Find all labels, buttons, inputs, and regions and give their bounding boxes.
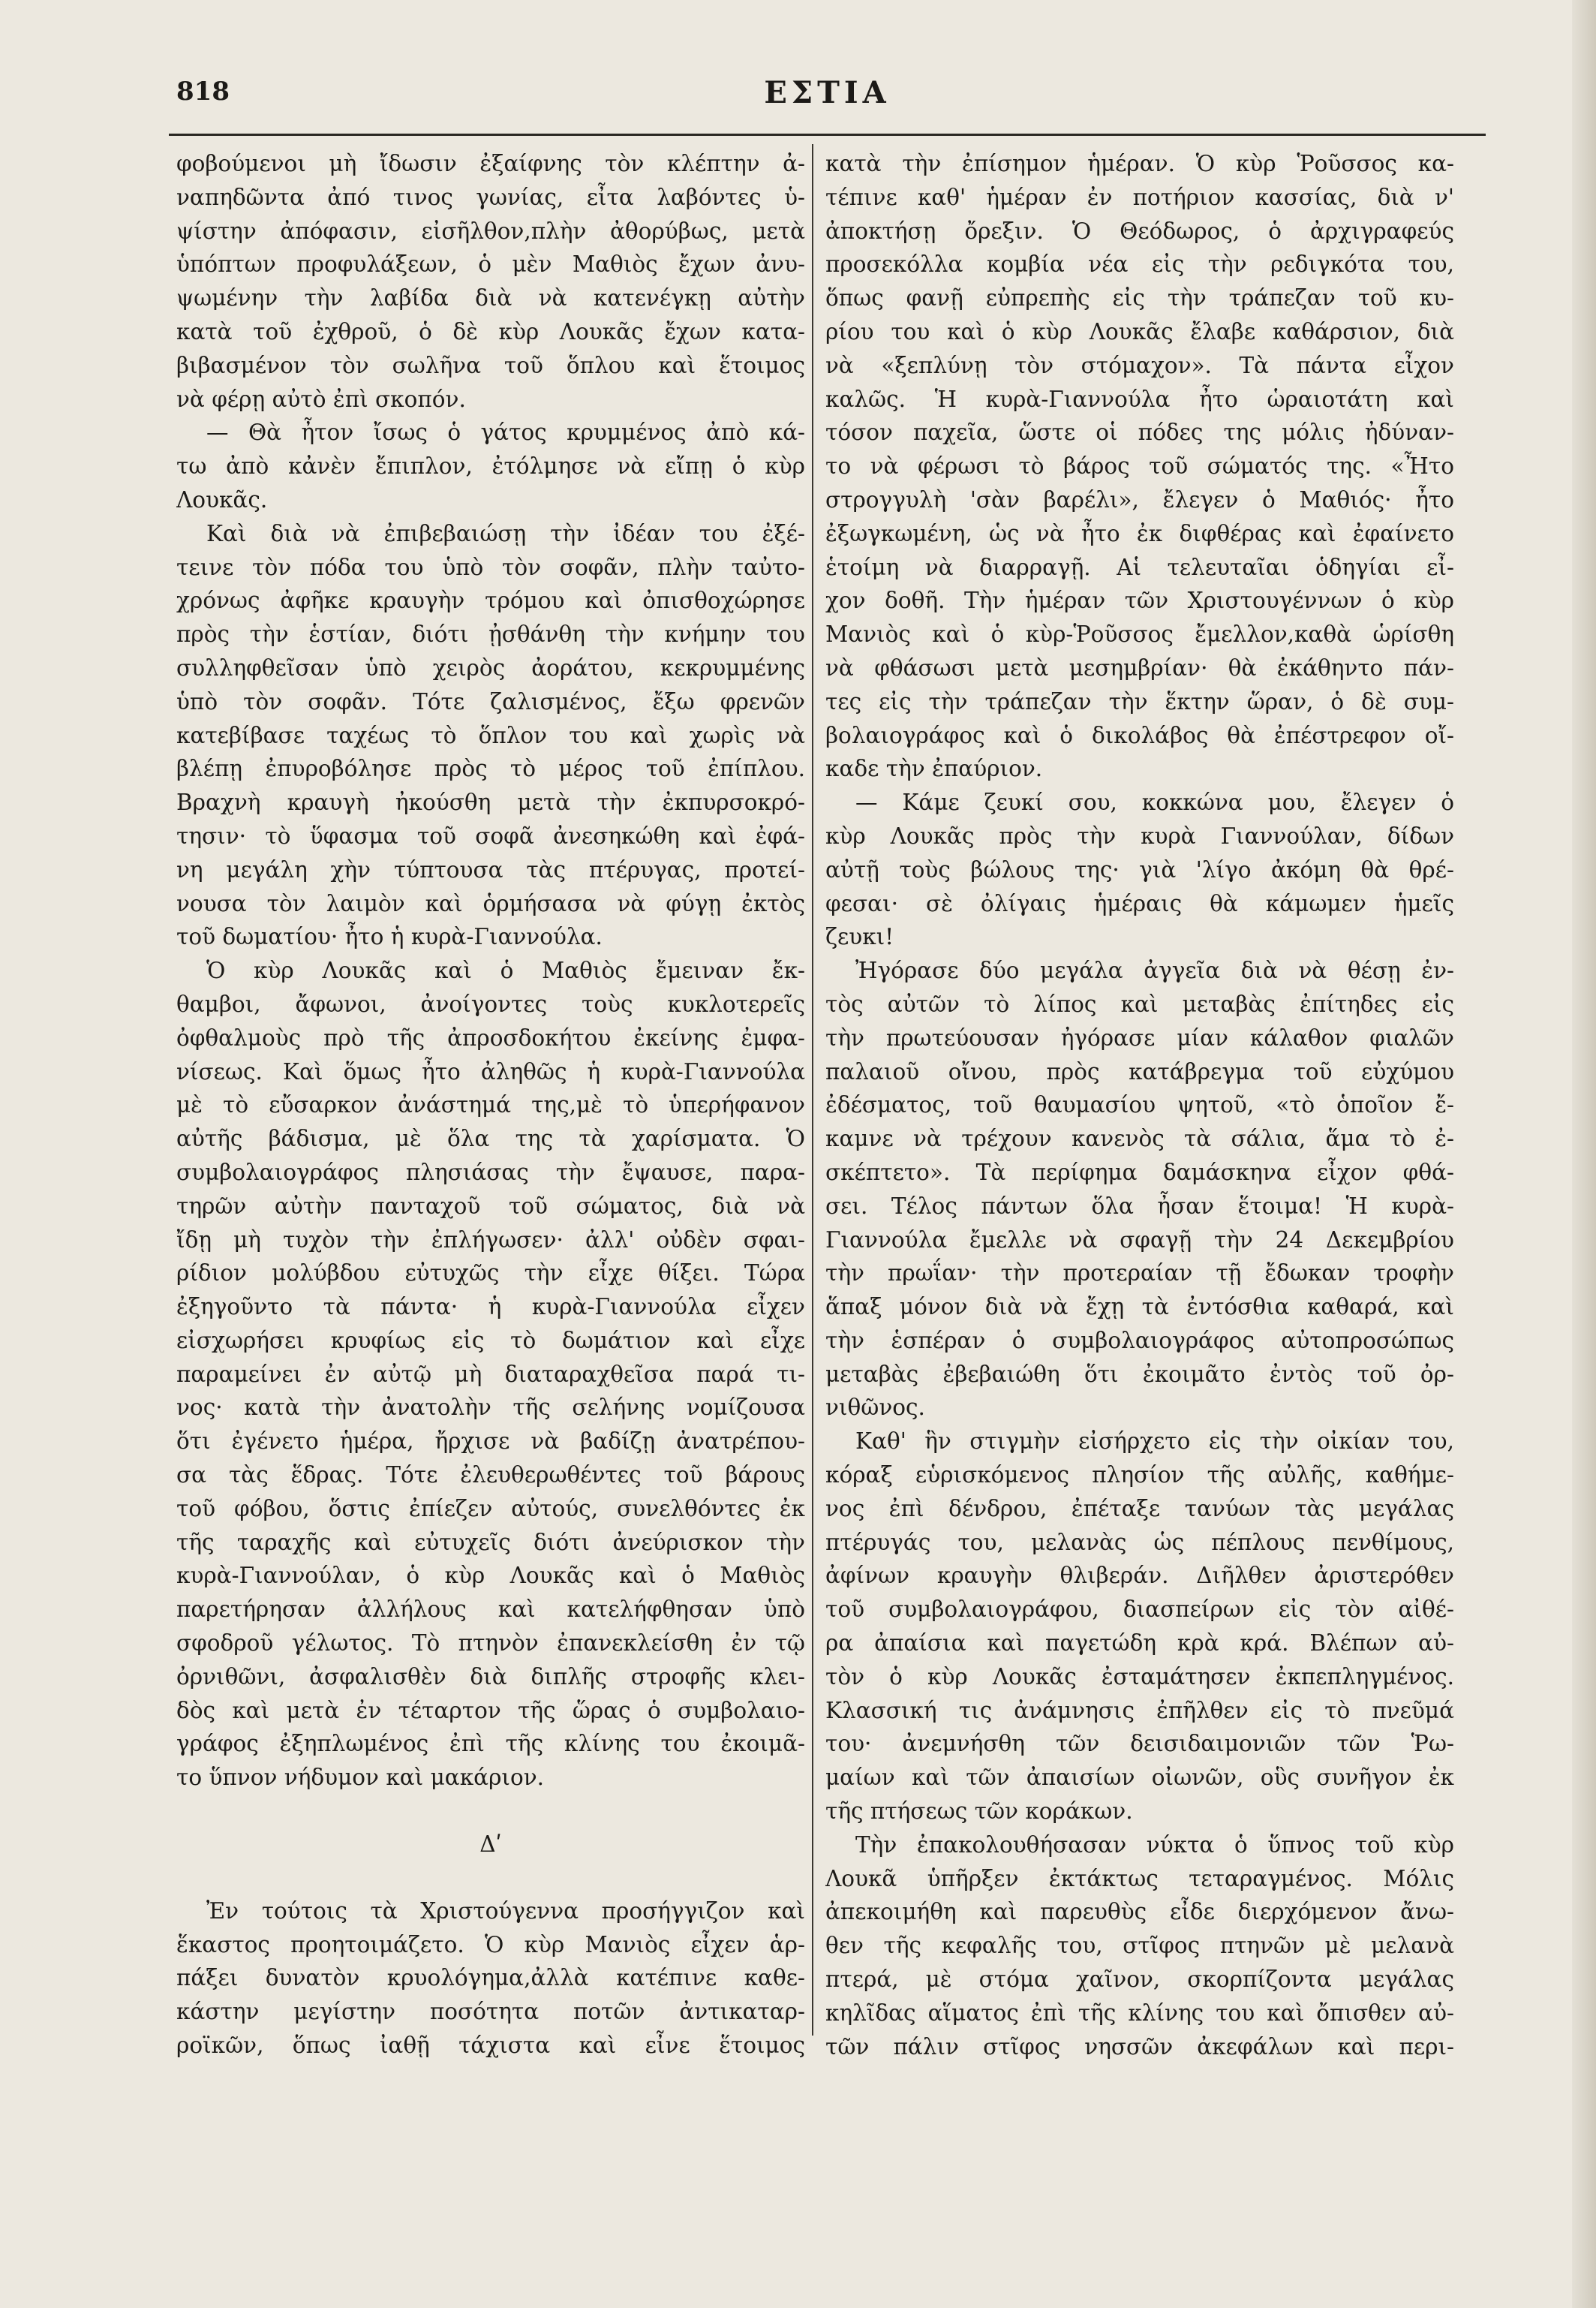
text-line: Κλασσική τις ἀνάμνησις ἐπῆλθεν εἰς τὸ πνεῦμά <box>825 1697 1454 1723</box>
text-line: Ὁ κὺρ Λουκᾶς καὶ ὁ Μαθιὸς ἔμειναν ἔκ- <box>206 958 805 984</box>
text-line: σκέπτετο». Τὰ περίφημα δαμάσκηνα εἶχον φθά- <box>825 1159 1454 1185</box>
text-line: ὑπόπτων προφυλάξεων, ὁ μὲν Μαθιὸς ἔχων ἀνυ- <box>176 251 805 278</box>
text-line: τες εἰς τὴν τράπεζαν τὴν ἕκτην ὥραν, ὁ δὲ συμ- <box>825 688 1454 715</box>
text-line: κόραξ εὑρισκόμενος πλησίον τῆς αὐλῆς, καθήμε- <box>825 1462 1454 1488</box>
text-line: ρα ἀπαίσια καὶ παγετώδη κρὰ κρά. Βλέπων αὐ- <box>825 1630 1454 1657</box>
text-line: τω ἀπὸ κἀνὲν ἔπιπλον, ἐτόλμησε νὰ εἴπῃ ὁ κὺρ <box>176 453 805 480</box>
text-line: κηλῖδας αἵματος ἐπὶ τῆς κλίνης του καὶ ὄπισθεν αὐ- <box>825 2000 1454 2026</box>
text-line: θεν τῆς κεφαλῆς του, στῖφος πτηνῶν μὲ μελανὰ <box>825 1933 1454 1959</box>
text-line: ἴδῃ μὴ τυχὸν τὴν ἐπλήγωσεν· ἀλλ' οὐδὲν σφαι- <box>176 1226 805 1253</box>
text-line: ροϊκῶν, ὅπως ἰαθῇ τάχιστα καὶ εἶνε ἕτοιμος <box>176 2033 805 2059</box>
text-line: το νὰ φέρωσι τὸ βάρος τοῦ σώματός της. «Ἦτο <box>825 453 1454 480</box>
text-line: ὑπὸ τὸν σοφᾶν. Τότε ζαλισμένος, ἔξω φρενῶν <box>176 688 805 715</box>
text-line: ἐξηγοῦντο τὰ πάντα· ἡ κυρὰ-Γιαννούλα εἶχεν <box>176 1294 805 1320</box>
text-line: δὸς καὶ μετὰ ἐν τέταρτον τῆς ὥρας ὁ συμβολαιο- <box>176 1697 805 1723</box>
text-line: — Θὰ ἦτον ἴσως ὁ γάτος κρυμμένος ἀπὸ κά- <box>206 420 805 446</box>
text-line: τῆς ταραχῆς καὶ εὐτυχεῖς διότι ἀνεύρισκον τὴν <box>176 1529 805 1555</box>
text-line: μεταβὰς ἐβεβαιώθη ὅτι ἐκοιμᾶτο ἐντὸς τοῦ ὀρ- <box>825 1361 1454 1387</box>
text-line: Λουκᾶς. <box>176 486 268 513</box>
text-line: μαίων καὶ τῶν ἀπαισίων οἰωνῶν, οὓς συνῆγον ἐκ <box>825 1765 1454 1791</box>
text-line: μὲ τὸ εὔσαρκον ἀνάστημά της,μὲ τὸ ὑπερήφανον <box>176 1092 805 1118</box>
text-line: πτέρυγάς του, μελανὰς ὡς πέπλους πενθίμους, <box>825 1529 1454 1555</box>
text-line: Λουκᾶ ὑπῆρξεν ἐκτάκτως τεταραγμένος. Μόλις <box>825 1865 1454 1891</box>
text-line: τέπινε καθ' ἡμέραν ἐν ποτήριον κασσίας, διὰ ν' <box>825 184 1454 210</box>
text-line: καλῶς. Ἡ κυρὰ-Γιαννούλα ἦτο ὡραιοτάτη καὶ <box>825 386 1454 412</box>
text-line: νὰ φθάσωσι μετὰ μεσημβρίαν· θὰ ἐκάθηντο πάν- <box>825 654 1454 681</box>
text-line: ἕκαστος προητοιμάζετο. Ὁ κὺρ Μανιὸς εἶχεν ἁρ- <box>176 1931 805 1957</box>
text-line: ρίδιον μολύβδου εὐτυχῶς τὴν εἶχε θίξει. Τώρα <box>176 1260 805 1286</box>
text-line: νος ἐπὶ δένδρου, ἐπέταξε τανύων τὰς μεγάλας <box>825 1495 1454 1521</box>
text-line: τῶν πάλιν στῖφος νησσῶν ἀκεφάλων καὶ περι- <box>825 2033 1454 2060</box>
text-line: νος· κατὰ τὴν ἀνατολὴν τῆς σελήνης νομίζουσα <box>176 1395 805 1421</box>
text-line: βλέπῃ ἐπυροβόλησε πρὸς τὸ μέρος τοῦ ἐπίπλου. <box>176 756 805 782</box>
text-line: πάξει δυνατὸν κρυολόγημα,ἀλλὰ κατέπινε καθε- <box>176 1965 805 1991</box>
text-line: Τὴν ἐπακολουθήσασαν νύκτα ὁ ὕπνος τοῦ κὺρ <box>855 1831 1454 1858</box>
right-column <box>825 147 1454 2063</box>
text-line: ὅτι ἐγένετο ἡμέρα, ἤρχισε νὰ βαδίζῃ ἀνατρέπου- <box>176 1428 805 1455</box>
text-line: του· ἀνεμνήσθη τῶν δεισιδαιμονιῶν τῶν Ῥω- <box>825 1731 1454 1757</box>
section-gap <box>176 1861 805 1894</box>
text-line: εἰσχωρήσει κρυφίως εἰς τὸ δωμάτιον καὶ εἶχε <box>176 1327 805 1353</box>
header-rule <box>169 134 1486 136</box>
text-line: βολαιογράφος καὶ ὁ δικολάβος θὰ ἐπέστρεφον οἴ- <box>825 722 1454 748</box>
left-column <box>176 147 805 2063</box>
text-line: τὴν πρωτεύουσαν ἠγόρασε μίαν κάλαθον φιαλῶν <box>825 1025 1454 1051</box>
text-line: θαμβοι, ἄφωνοι, ἀνοίγοντες τοὺς κυκλοτερεῖς <box>176 991 805 1017</box>
text-line: νίσεως. Καὶ ὅμως ἦτο ἀληθῶς ἡ κυρὰ-Γιαννούλα <box>176 1058 805 1085</box>
text-line: Μανιὸς καὶ ὁ κὺρ-Ῥοῦσσος ἔμελλον,καθὰ ὡρίσθη <box>825 621 1454 648</box>
text-line: ρίου του καὶ ὁ κὺρ Λουκᾶς ἔλαβε καθάρσιον, διὰ <box>825 318 1454 345</box>
text-line: σα τὰς ἕδρας. Τότε ἐλευθερωθέντες τοῦ βάρους <box>176 1462 805 1488</box>
text-line: ὀρνιθῶνι, ἀσφαλισθὲν διὰ διπλῆς στροφῆς κλει- <box>176 1663 805 1690</box>
text-line: τὴν πρωΐαν· τὴν προτεραίαν τῇ ἔδωκαν τροφὴν <box>825 1260 1454 1286</box>
text-line: νουσα τὸν λαιμὸν καὶ ὁρμήσασα νὰ φύγῃ ἐκτὸς <box>176 890 805 916</box>
text-line: κυρὰ-Γιαννούλαν, ὁ κὺρ Λουκᾶς καὶ ὁ Μαθιὸς <box>176 1563 805 1589</box>
text-line: αὐτῆς βάδισμα, μὲ ὅλα της τὰ χαρίσματα. Ὁ <box>176 1126 805 1152</box>
text-line: ἑτοίμη νὰ διαρραγῇ. Αἱ τελευταῖαι ὁδηγίαι εἶ- <box>825 554 1454 580</box>
text-line: νὰ «ξεπλύνῃ τὸν στόμαχον». Τὰ πάντα εἶχον <box>825 352 1454 378</box>
text-line: φοβούμενοι μὴ ἴδωσιν ἐξαίφνης τὸν κλέπτην ἀ- <box>176 151 805 176</box>
text-line: χον δοθῆ. Τὴν ἡμέραν τῶν Χριστουγέννων ὁ κὺρ <box>825 588 1454 614</box>
text-line: παραμείνει ἐν αὐτῷ μὴ διαταραχθεῖσα παρά τι- <box>176 1361 805 1387</box>
text-line: ναπηδῶντα ἀπό τινος γωνίας, εἶτα λαβόντες ὑ- <box>176 184 805 210</box>
text-line: Βραχνὴ κραυγὴ ἠκούσθη μετὰ τὴν ἐκπυρσοκρό- <box>176 790 805 816</box>
section-heading: Δʹ <box>479 1831 502 1858</box>
page-edge-shadow <box>1572 0 1596 2308</box>
text-line: ἀποκτήσῃ ὄρεξιν. Ὁ Θεόδωρος, ὁ ἀρχιγραφεύς <box>825 218 1454 244</box>
text-line: — Κάμε ζευκί σου, κοκκώνα μου, ἔλεγεν ὁ <box>855 790 1454 816</box>
text-line: προσεκόλλα κομβία νέα εἰς τὴν ρεδιγκότα του, <box>825 251 1454 278</box>
text-line: καδε τὴν ἐπαύριον. <box>825 756 1043 782</box>
text-line: Καθ' ἣν στιγμὴν εἰσήρχετο εἰς τὴν οἰκίαν του, <box>855 1428 1454 1455</box>
journal-title: ΕΣΤΙΑ <box>764 75 891 110</box>
text-line: ἐδέσματος, τοῦ θαυμασίου ψητοῦ, «τὸ ὁποῖον ἔ- <box>825 1092 1454 1118</box>
text-line: παλαιοῦ οἴνου, πρὸς κατάβρεγμα τοῦ εὐχύμου <box>825 1058 1454 1085</box>
text-line: τοῦ φόβου, ὅστις ἐπίεζεν αὐτούς, συνελθόντες ἐκ <box>176 1495 805 1521</box>
text-line: αὐτῇ τοὺς βώλους της· γιὰ 'λίγο ἀκόμη θὰ θρέ- <box>825 856 1454 883</box>
text-line: νὰ φέρῃ αὐτὸ ἐπὶ σκοπόν. <box>176 386 466 412</box>
text-line: χρόνως ἀφῆκε κραυγὴν τρόμου καὶ ὀπισθοχώρησε <box>176 588 805 614</box>
text-line: ὀφθαλμοὺς πρὸ τῆς ἀπροσδοκήτου ἐκείνης ἐμφα- <box>176 1025 805 1051</box>
text-line: τὸν ὁ κὺρ Λουκᾶς ἐσταμάτησεν ἐκπεπληγμένος. <box>825 1663 1454 1690</box>
text-line: κάστην μεγίστην ποσότητα ποτῶν ἀντικαταρ- <box>176 1999 805 2025</box>
text-line: βιβασμένον τὸν σωλῆνα τοῦ ὅπλου καὶ ἕτοιμος <box>176 352 805 378</box>
text-line: κατεβίβασε ταχέως τὸ ὅπλον του καὶ χωρὶς νὰ <box>176 722 805 748</box>
text-line: τοῦ δωματίου· ἦτο ἡ κυρὰ-Γιαννούλα. <box>176 924 603 950</box>
text-line: τοῦ συμβολαιογράφου, διασπείρων εἰς τὸν αἰθέ- <box>825 1596 1454 1623</box>
text-line: κὺρ Λουκᾶς πρὸς τὴν κυρὰ Γιαννούλαν, δίδων <box>825 823 1454 849</box>
text-line: τεινε τὸν πόδα του ὑπὸ τὸν σοφᾶν, πλὴν ταὐτο- <box>176 554 805 580</box>
text-line: σει. Τέλος πάντων ὅλα ἦσαν ἕτοιμα! Ἡ κυρὰ- <box>825 1193 1454 1219</box>
text-line: γράφος ἐξηπλωμένος ἐπὶ τῆς κλίνης του ἐκοιμᾶ- <box>176 1731 805 1757</box>
text-line: τὸς αὐτῶν τὸ λίπος καὶ μεταβὰς ἐπίτηδες εἰς <box>825 991 1454 1017</box>
text-line: Ἐν τούτοις τὰ Χριστούγεννα προσήγγιζον καὶ <box>206 1897 805 1924</box>
text-line: κατὰ τὴν ἐπίσημον ἡμέραν. Ὁ κὺρ Ῥοῦσσος κα- <box>825 151 1454 176</box>
text-line: τόσον παχεῖα, ὥστε οἱ πόδες της μόλις ἠδύναν- <box>825 420 1454 446</box>
text-line: ἅπαξ μόνον διὰ νὰ ἔχῃ τὰ ἐντόσθια καθαρά, καὶ <box>825 1294 1454 1320</box>
text-line: καμνε νὰ τρέχουν κανενὸς τὰ σάλια, ἅμα τὸ ἐ- <box>825 1126 1454 1152</box>
text-line: συμβολαιογράφος πλησιάσας τὴν ἔψαυσε, παρα- <box>176 1159 805 1185</box>
text-line: τηρῶν αὐτὴν πανταχοῦ τοῦ σώματος, διὰ νὰ <box>176 1193 805 1219</box>
text-line: νιθῶνος. <box>825 1395 925 1421</box>
text-line: τὴν ἑσπέραν ὁ συμβολαιογράφος αὐτοπροσώπως <box>825 1327 1454 1353</box>
text-line: Γιαννούλα ἔμελλε νὰ σφαγῇ τὴν 24 Δεκεμβρίου <box>825 1226 1454 1253</box>
page-number: 818 <box>176 77 230 107</box>
column-divider <box>812 144 813 2036</box>
text-line: φεσαι· σὲ ὀλίγαις ἡμέραις θὰ κάμωμεν ἡμεῖς <box>825 890 1454 916</box>
text-line: ἀφίνων κραυγὴν θλιβεράν. Διῆλθεν ἀριστερόθεν <box>825 1563 1454 1589</box>
text-line: στρογγυλὴ 'σὰν βαρέλι», ἔλεγεν ὁ Μαθιός· ἦτο <box>825 486 1454 513</box>
text-line: παρετήρησαν ἀλλήλους καὶ κατελήφθησαν ὑπὸ <box>176 1596 805 1623</box>
text-line: συλληφθεῖσαν ὑπὸ χειρὸς ἀοράτου, κεκρυμμένης <box>176 654 805 681</box>
text-line: ψωμένην τὴν λαβίδα διὰ νὰ κατενέγκῃ αὐτὴν <box>176 285 805 311</box>
text-line: ἀπεκοιμήθη καὶ παρευθὺς εἶδε διερχόμενον ἄνω- <box>825 1899 1454 1925</box>
text-line: ψίστην ἀπόφασιν, εἰσῆλθον,πλὴν ἀθορύβως, μετὰ <box>176 218 805 244</box>
text-line: ζευκι! <box>825 924 894 950</box>
text-line: Καὶ διὰ νὰ ἐπιβεβαιώσῃ τὴν ἰδέαν του ἐξέ- <box>206 520 805 546</box>
text-line: το ὕπνον νήδυμον καὶ μακάριον. <box>176 1765 545 1791</box>
text-line: πτερά, μὲ στόμα χαῖνον, σκορπίζοντα μεγάλας <box>825 1966 1454 1993</box>
text-line: ἐξωγκωμένη, ὡς νὰ ἦτο ἐκ διφθέρας καὶ ἐφαίνετο <box>825 520 1454 546</box>
text-line: Ἠγόρασε δύο μεγάλα ἀγγεῖα διὰ νὰ θέσῃ ἐν- <box>855 958 1454 984</box>
text-line: τησιν· τὸ ὕφασμα τοῦ σοφᾶ ἀνεσηκώθη καὶ ἐφά- <box>176 823 805 849</box>
text-line: ὅπως φανῇ εὐπρεπὴς εἰς τὴν τράπεζαν τοῦ κυ- <box>825 285 1454 311</box>
text-line: νη μεγάλη χὴν τύπτουσα τὰς πτέρυγας, προτεί- <box>176 856 805 883</box>
text-line: τῆς πτήσεως τῶν κοράκων. <box>825 1798 1133 1825</box>
page-header <box>169 69 1486 129</box>
text-line: κατὰ τοῦ ἐχθροῦ, ὁ δὲ κὺρ Λουκᾶς ἔχων κατα- <box>176 318 805 345</box>
section-gap <box>176 1795 805 1828</box>
text-line: σφοδροῦ γέλωτος. Τὸ πτηνὸν ἐπανεκλείσθη ἐν τῷ <box>176 1630 805 1657</box>
text-line: πρὸς τὴν ἑστίαν, διότι ᾐσθάνθη τὴν κνήμην του <box>176 621 805 648</box>
